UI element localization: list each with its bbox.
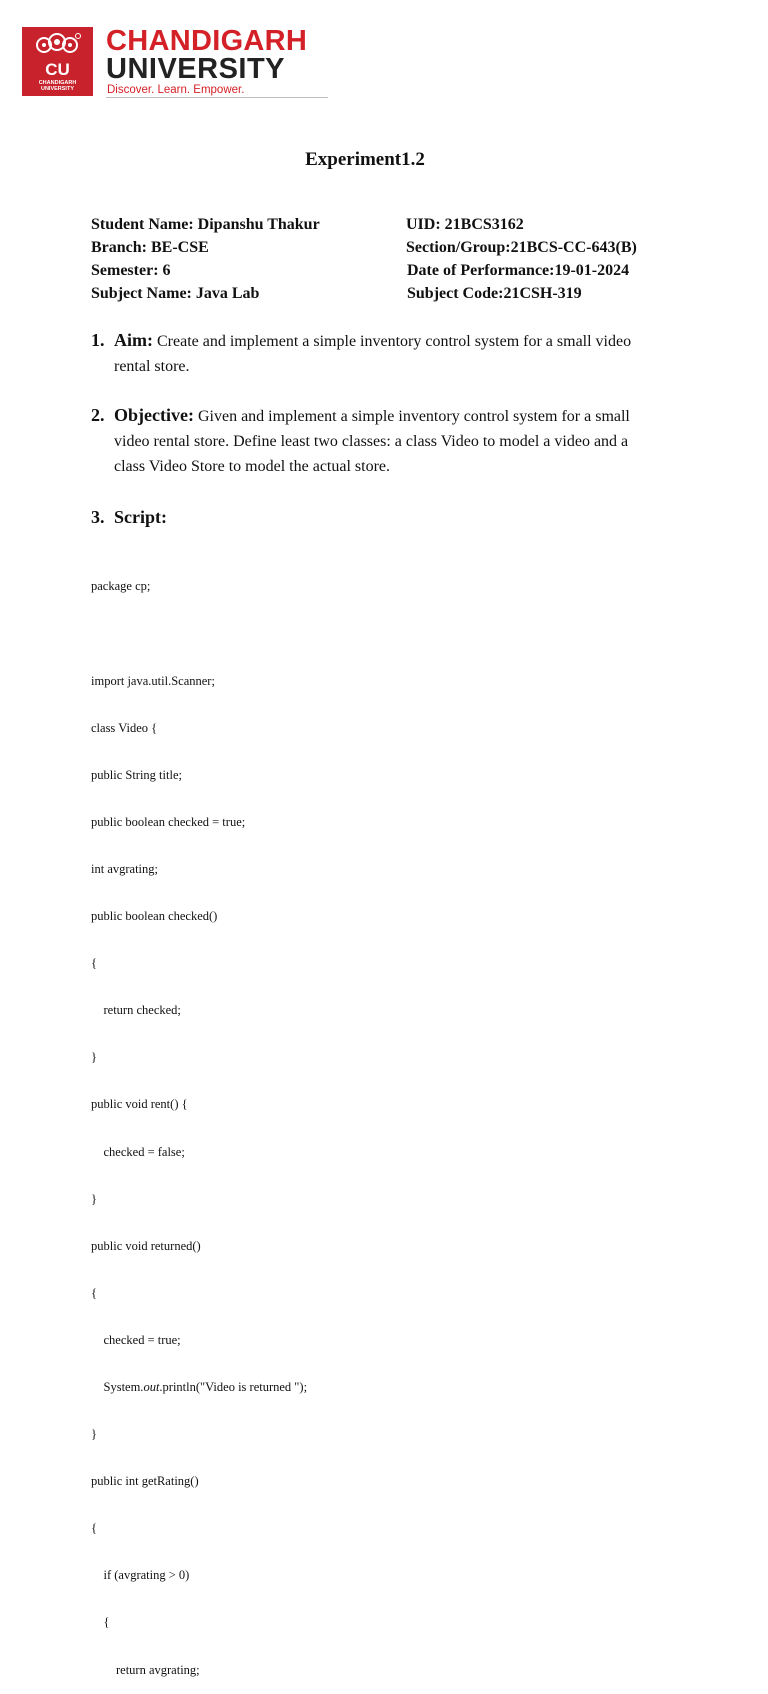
student-uid: UID: 21BCS3162 (406, 216, 524, 233)
logo-subtitle-line2: UNIVERSITY (40, 86, 74, 92)
section-number-objective: 2. (91, 405, 105, 425)
student-name: Student Name: Dipanshu Thakur (91, 216, 320, 233)
subject-code: Subject Code:21CSH-319 (407, 285, 582, 302)
code-line: public void returned() (91, 1238, 201, 1253)
code-segment-italic: out (143, 1380, 160, 1394)
code-line: class Video { (91, 720, 158, 735)
code-line: public String title; (91, 767, 182, 782)
section-number-aim: 1. (91, 330, 105, 350)
code-line: return avgrating; (91, 1662, 200, 1677)
logo-subtitle-line1: CHANDIGARH (38, 80, 77, 86)
code-line: } (91, 1191, 97, 1206)
page-title: Experiment1.2 (305, 149, 425, 170)
brand-name-line2: UNIVERSITY (106, 53, 286, 85)
code-listing (91, 548, 691, 1694)
header-divider (106, 97, 328, 98)
code-segment: .println("Video is returned "); (159, 1380, 308, 1394)
code-line: { (91, 1615, 110, 1630)
semester: Semester: 6 (91, 262, 171, 279)
code-line: package cp; (91, 579, 151, 594)
code-line: public boolean checked() (91, 909, 218, 924)
section-aim (114, 328, 659, 379)
code-line (91, 627, 691, 643)
code-line: import java.util.Scanner; (91, 673, 215, 688)
logo-cu-text: CU (45, 60, 70, 79)
section-group: Section/Group:21BCS-CC-643(B) (406, 239, 637, 256)
code-line: } (91, 1050, 97, 1065)
section-text-objective: Given and implement a simple inventory control system for a small video rental store. Define least two classes: a class Video to model a video and a class Video Store to model the actual store. (114, 408, 630, 475)
section-text-aim: Create and implement a simple inventory control system for a small video rental store. (114, 333, 632, 375)
code-line: public boolean checked = true; (91, 814, 246, 829)
branch: Branch: BE-CSE (91, 239, 209, 256)
logo-subtitle (22, 80, 93, 92)
code-line: return checked; (91, 1003, 181, 1018)
code-line: if (avgrating > 0) (91, 1568, 190, 1583)
subject-name: Subject Name: Java Lab (91, 285, 260, 302)
section-script (114, 505, 659, 531)
brand-tagline: Discover. Learn. Empower. (107, 84, 245, 96)
code-line: } (91, 1427, 97, 1442)
code-line: { (91, 1521, 97, 1536)
section-objective (114, 403, 659, 479)
code-line: int avgrating; (91, 861, 158, 876)
code-line: public int getRating() (91, 1474, 199, 1489)
section-number-script: 3. (91, 507, 105, 527)
date-of-performance: Date of Performance:19-01-2024 (407, 262, 630, 279)
code-segment: System. (91, 1380, 144, 1394)
code-line: checked = false; (91, 1144, 185, 1159)
code-line (91, 1380, 691, 1396)
brand-name-line1: CHANDIGARH (106, 25, 308, 57)
code-line: checked = true; (91, 1332, 181, 1347)
section-heading-aim: Aim: (114, 330, 153, 350)
code-line: public void rent() { (91, 1097, 188, 1112)
section-heading-objective: Objective: (114, 405, 194, 425)
university-logo (22, 27, 93, 96)
section-heading-script: Script: (114, 507, 167, 527)
code-line: { (91, 956, 97, 971)
code-line: { (91, 1285, 97, 1300)
